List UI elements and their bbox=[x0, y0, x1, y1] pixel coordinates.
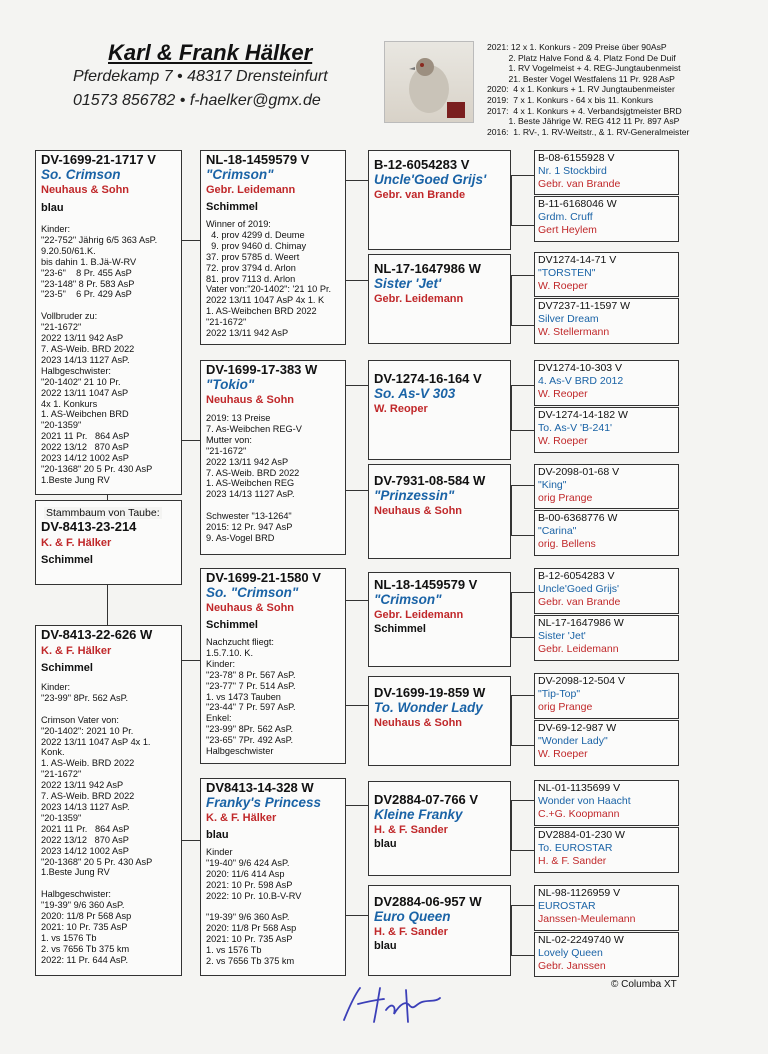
pigeon-nickname: "Crimson" bbox=[374, 592, 442, 607]
plumage-color: blau bbox=[374, 940, 397, 952]
achievements-list: 2021: 12 x 1. Konkurs - 209 Preise über 90AsP 2. Platz Halve Fond & 4. Platz Fond De Duif 1. RV Vogelmeist + 4. REG-Jungtaubenmeist 21. Bester Vogel Westfalens 11 Pr. 928 AsP 2020: 4 x 1. Konkurs + 1. RV Jungtaubenmeister 2019: 7 x 1. Konkurs - 64 x bis 11. Konkurs 2017: 4 x 1. Konkurs + 4. Verbandsjgtmeister BRD 1. Beste Jährige W. REG 412 11 Pr. 897 AsP 2016: 1. RV-, 1. RV-Weitstr., & 1. RV-Generalmeister bbox=[487, 42, 690, 137]
pigeon-name: "Carina" bbox=[538, 525, 577, 537]
pigeon-name: "TORSTEN" bbox=[538, 267, 596, 279]
ancestor-card bbox=[368, 676, 511, 766]
performance-notes: Winner of 2019: 4. prov 4299 d. Deume 9. prov 9460 d. Chimay 37. prov 5785 d. Weert 72. prov 3794 d. Arlon 81. prov 7113 d. Arlon Vater von:"20-1402": '21 10 Pr. 2022 13/11 1047 AsP 4x 1. K 1. AS-Weibchen BRD 2022 "21-1672" 2022 13/11 942 AsP bbox=[206, 219, 332, 339]
ring-number: DV2884-01-230 W bbox=[538, 829, 625, 841]
breeder: Gert Heylem bbox=[538, 224, 597, 236]
connector bbox=[511, 695, 535, 696]
ancestor-card bbox=[368, 464, 511, 559]
breeder: W. Reoper bbox=[538, 388, 588, 400]
ancestor-mini-card bbox=[534, 885, 679, 931]
performance-notes: Kinder: "22-752" Jährig 6/5 363 AsP. 9.20.50/61.K. bis dahin 1. B.Jä-W-RV "23-6" 8 Pr. 455 AsP "23-148" 8 Pr. 583 AsP "23-5" 6 Pr. 429 AsP Vollbruder zu: "21-1672" 2022 13/11 942 AsP 7. AS-Weib. BRD 2022 2023 14/13 1127 AsP. Halbgeschwister: "20-1402" 21 10 Pr. 2022 13/11 1047 AsP 4x 1. Konkurs 1. AS-Weibchen BRD "20-1359" 2021 11 Pr. 864 AsP 2022 13/12 870 AsP 2023 14/12 1002 AsP "20-1368" 20 5 Pr. 430 AsP 1.Beste Jung RV bbox=[41, 224, 158, 485]
ring-number: DV-7931-08-584 W bbox=[374, 473, 486, 488]
performance-notes: Nachzucht fliegt: 1.5.7.10. K. Kinder: "23-78" 8 Pr. 567 AsP. "23-77" 7 Pr. 514 AsP. 1. vs 1473 Tauben "23-44" 7 Pr. 597 AsP. Enkel: "23-99" 8Pr. 562 AsP. "23-65" 7Pr. 492 AsP. Halbgeschwister bbox=[206, 637, 296, 757]
ring-number: NL-98-1126959 V bbox=[538, 887, 621, 899]
breeder: H. & F. Sander bbox=[538, 855, 607, 867]
plumage-color: Schimmel bbox=[41, 554, 93, 566]
ancestor-mini-card bbox=[534, 568, 679, 614]
ring-number: DV-1274-16-164 V bbox=[374, 371, 482, 386]
breeder-contact: 01573 856782 • f-haelker@gmx.de bbox=[73, 92, 321, 109]
ring-number: DV2884-06-957 W bbox=[374, 894, 482, 909]
ring-number: DV-1699-21-1580 V bbox=[206, 570, 321, 585]
connector bbox=[345, 490, 369, 491]
plumage-color: Schimmel bbox=[206, 201, 258, 213]
breeder: Gebr. van Brande bbox=[374, 189, 466, 201]
connector bbox=[511, 535, 535, 536]
ring-number: DV-2098-01-68 V bbox=[538, 466, 620, 478]
breeder: W. Roeper bbox=[538, 280, 588, 292]
connector bbox=[345, 805, 369, 806]
breeder: H. & F. Sander bbox=[374, 926, 448, 938]
ancestor-mini-card bbox=[534, 298, 679, 344]
connector bbox=[511, 637, 535, 638]
breeder: Gebr. Leidemann bbox=[206, 184, 296, 196]
ancestor-mini-card bbox=[534, 464, 679, 509]
ring-number: NL-17-1647986 W bbox=[538, 617, 624, 629]
ancestor-card bbox=[368, 150, 511, 250]
sire-card bbox=[35, 150, 182, 495]
ring-number: B-00-6368776 W bbox=[538, 512, 618, 524]
breeder: Neuhaus & Sohn bbox=[41, 184, 130, 196]
connector bbox=[511, 905, 512, 955]
ring-number: DV-1699-17-383 W bbox=[206, 362, 318, 377]
breeder: W. Reoper bbox=[374, 403, 428, 415]
breeder-address: Pferdekamp 7 • 48317 Drensteinfurt bbox=[73, 68, 328, 85]
plumage-color: Schimmel bbox=[41, 662, 93, 674]
pigeon-name: Uncle'Goed Grijs' bbox=[538, 583, 620, 595]
pigeon-name: Grdm. Cruff bbox=[538, 211, 593, 223]
ring-number: DV2884-07-766 V bbox=[374, 792, 479, 807]
plumage-color: Schimmel bbox=[206, 619, 258, 631]
connector bbox=[345, 705, 369, 706]
breeder: orig Prange bbox=[538, 701, 593, 713]
pigeon-nickname: Franky's Princess bbox=[206, 795, 322, 810]
dam-sire-card bbox=[200, 568, 346, 764]
breeder: Neuhaus & Sohn bbox=[206, 394, 295, 406]
sire-sire-card bbox=[200, 150, 346, 345]
connector bbox=[511, 745, 535, 746]
connector bbox=[511, 485, 535, 486]
ring-number: DV-8413-22-626 W bbox=[41, 627, 153, 642]
copyright-text: © Columba XT bbox=[611, 979, 677, 990]
plumage-color: blau bbox=[41, 202, 64, 214]
ring-number: B-12-6054283 V bbox=[374, 157, 470, 172]
ring-number: DV1274-14-71 V bbox=[538, 254, 617, 266]
connector bbox=[345, 280, 369, 281]
ancestor-mini-card bbox=[534, 407, 679, 453]
breeder: orig Prange bbox=[538, 492, 593, 504]
breeder: K. & F. Hälker bbox=[41, 537, 112, 549]
stammbaum-label: Stammbaum von Taube: bbox=[46, 507, 160, 519]
connector bbox=[511, 485, 512, 535]
pigeon-name: Nr. 1 Stockbird bbox=[538, 165, 607, 177]
handwritten-signature bbox=[336, 982, 446, 1027]
breeder-name: Karl & Frank Hälker bbox=[108, 40, 313, 65]
connector bbox=[511, 800, 535, 801]
breeder: Neuhaus & Sohn bbox=[374, 505, 463, 517]
ring-number: B-11-6168046 W bbox=[538, 198, 617, 210]
ring-number: DV-2098-12-504 V bbox=[538, 675, 625, 687]
connector bbox=[511, 175, 535, 176]
ring-number: DV-1699-21-1717 V bbox=[41, 152, 156, 167]
ancestor-card bbox=[368, 781, 511, 876]
connector bbox=[511, 850, 535, 851]
ancestor-mini-card bbox=[534, 150, 679, 195]
connector bbox=[511, 592, 535, 593]
connector bbox=[511, 592, 512, 637]
ancestor-mini-card bbox=[534, 673, 679, 719]
plumage-color: Schimmel bbox=[374, 623, 426, 635]
breeder: Neuhaus & Sohn bbox=[206, 602, 295, 614]
pigeon-name: Lovely Queen bbox=[538, 947, 603, 959]
pigeon-nickname: Euro Queen bbox=[374, 909, 451, 924]
connector bbox=[511, 695, 512, 745]
ancestor-card bbox=[368, 572, 511, 667]
pigeon-name: "Tip-Top" bbox=[538, 688, 581, 700]
pigeon-nickname: So. "Crimson" bbox=[206, 585, 299, 600]
connector bbox=[181, 240, 201, 241]
pigeon-nickname: To. Wonder Lady bbox=[374, 700, 483, 715]
ring-number: DV1274-10-303 V bbox=[538, 362, 623, 374]
ring-number: NL-01-1135699 V bbox=[538, 782, 621, 794]
ring-number: DV7237-11-1597 W bbox=[538, 300, 631, 312]
pigeon-nickname: "Prinzessin" bbox=[374, 488, 455, 503]
pigeon-nickname: So. Crimson bbox=[41, 167, 121, 182]
breeder: W. Roeper bbox=[538, 435, 588, 447]
pigeon-name: To. EUROSTAR bbox=[538, 842, 613, 854]
pigeon-icon bbox=[385, 42, 473, 122]
pigeon-name: Wonder von Haacht bbox=[538, 795, 631, 807]
ring-number: DV8413-14-328 W bbox=[206, 780, 314, 795]
performance-notes: Kinder "19-40" 9/6 424 AsP. 2020: 11/6 414 Asp 2021: 10 Pr. 598 AsP 2022: 10 Pr. 10.B-V-RV "19-39" 9/6 360 AsP. 2020: 11/8 Pr 568 Asp 2021: 10 Pr. 735 AsP 1. vs 1576 Tb 2. vs 7656 Tb 375 km bbox=[206, 847, 302, 967]
pigeon-name: "Wonder Lady" bbox=[538, 735, 608, 747]
connector bbox=[511, 275, 512, 325]
connector bbox=[511, 385, 512, 430]
pigeon-nickname: Sister 'Jet' bbox=[374, 276, 442, 291]
breeder: Gebr. van Brande bbox=[538, 596, 621, 608]
ring-number: NL-02-2249740 W bbox=[538, 934, 624, 946]
connector bbox=[511, 430, 535, 431]
ring-number: NL-17-1647986 W bbox=[374, 261, 481, 276]
pigeon-name: 4. As-V BRD 2012 bbox=[538, 375, 624, 387]
pigeon-name: Sister 'Jet' bbox=[538, 630, 586, 642]
pigeon-name: To. As-V 'B-241' bbox=[538, 422, 613, 434]
connector bbox=[511, 175, 512, 225]
pigeon-name: EUROSTAR bbox=[538, 900, 596, 912]
ancestor-mini-card bbox=[534, 252, 679, 297]
ancestor-card bbox=[368, 885, 511, 976]
pigeon-nickname: "Crimson" bbox=[206, 167, 274, 182]
breeder: Gebr. van Brande bbox=[538, 178, 621, 190]
ancestor-mini-card bbox=[534, 615, 679, 661]
plumage-color: blau bbox=[374, 838, 397, 850]
breeder: W. Roeper bbox=[538, 748, 588, 760]
breeder: Neuhaus & Sohn bbox=[374, 717, 463, 729]
connector bbox=[511, 225, 535, 226]
connector bbox=[511, 800, 512, 850]
dam-card bbox=[35, 625, 182, 976]
breeder: C.+G. Koopmann bbox=[538, 808, 620, 820]
pigeon-nickname: Kleine Franky bbox=[374, 807, 463, 822]
ancestor-mini-card bbox=[534, 720, 679, 766]
plumage-color: blau bbox=[206, 829, 229, 841]
connector bbox=[181, 840, 201, 841]
ancestor-mini-card bbox=[534, 827, 679, 873]
pigeon-nickname: Uncle'Goed Grijs' bbox=[374, 172, 487, 187]
pigeon-name: Silver Dream bbox=[538, 313, 599, 325]
breeder: W. Stellermann bbox=[538, 326, 610, 338]
breeder: K. & F. Hälker bbox=[206, 812, 277, 824]
connector bbox=[107, 585, 108, 627]
ancestor-mini-card bbox=[534, 196, 679, 242]
connector bbox=[511, 325, 535, 326]
ring-number: DV-69-12-987 W bbox=[538, 722, 617, 734]
performance-notes: 2019: 13 Preise 7. As-Weibchen REG-V Mutter von: "21-1672" 2022 13/11 942 AsP 7. AS-Weib. BRD 2022 1. AS-Weibchen REG 2023 14/13 1127 AsP. Schwester "13-1264" 2015: 12 Pr. 947 AsP 9. As-Vogel BRD bbox=[206, 413, 302, 543]
connector bbox=[345, 385, 369, 386]
ring-number: DV-1699-19-859 W bbox=[374, 685, 486, 700]
sire-dam-card bbox=[200, 360, 346, 555]
connector bbox=[345, 915, 369, 916]
connector bbox=[511, 275, 535, 276]
connector bbox=[511, 905, 535, 906]
pigeon-name: "King" bbox=[538, 479, 567, 491]
connector bbox=[181, 440, 201, 441]
ancestor-mini-card bbox=[534, 360, 679, 406]
ancestor-mini-card bbox=[534, 510, 679, 556]
breeder: Gebr. Leidemann bbox=[538, 643, 619, 655]
breeder: orig. Bellens bbox=[538, 538, 596, 550]
connector bbox=[511, 385, 535, 386]
ring-number: NL-18-1459579 V bbox=[374, 577, 478, 592]
ring-number: DV-8413-23-214 bbox=[41, 519, 137, 534]
connector bbox=[511, 955, 535, 956]
breeder: Janssen-Meulemann bbox=[538, 913, 636, 925]
pigeon-nickname: So. As-V 303 bbox=[374, 386, 456, 401]
connector bbox=[181, 660, 201, 661]
breeder: Gebr. Leidemann bbox=[374, 293, 464, 305]
ring-number: NL-18-1459579 V bbox=[206, 152, 310, 167]
breeder: H. & F. Sander bbox=[374, 824, 448, 836]
pigeon-nickname: "Tokio" bbox=[206, 377, 255, 392]
performance-notes: Kinder: "23-99" 8Pr. 562 AsP. Crimson Vater von: "20-1402": 2021 10 Pr. 2022 13/11 1047 AsP 4x 1. Konk. 1. AS-Weib. BRD 2022 "21-1672" 2022 13/11 942 AsP 7. AS-Weib. BRD 2022 2023 14/13 1127 AsP. "20-1359" 2021 11 Pr. 864 AsP 2022 13/12 870 AsP 2023 14/12 1002 AsP "20-1368" 20 5 Pr. 430 AsP 1.Beste Jung RV Halbgeschwister: "19-39" 9/6 360 AsP. 2020: 11/8 Pr 568 Asp 2021: 10 Pr. 735 AsP 1. vs 1576 Tb 2. vs 7656 Tb 375 km 2022: 11 Pr. 644 AsP. bbox=[41, 682, 153, 965]
ancestor-mini-card bbox=[534, 780, 679, 826]
ring-number: B-12-6054283 V bbox=[538, 570, 615, 582]
breeder: Gebr. Janssen bbox=[538, 960, 606, 972]
ring-number: B-08-6155928 V bbox=[538, 152, 615, 164]
breeder: Gebr. Leidemann bbox=[374, 609, 464, 621]
ancestor-card bbox=[368, 360, 511, 460]
dam-dam-card bbox=[200, 778, 346, 976]
connector bbox=[345, 600, 369, 601]
pigeon-photo bbox=[384, 41, 474, 123]
breeder: K. & F. Hälker bbox=[41, 645, 112, 657]
ancestor-mini-card bbox=[534, 932, 679, 977]
connector bbox=[345, 180, 369, 181]
ring-number: DV-1274-14-182 W bbox=[538, 409, 628, 421]
ancestor-card bbox=[368, 254, 511, 344]
